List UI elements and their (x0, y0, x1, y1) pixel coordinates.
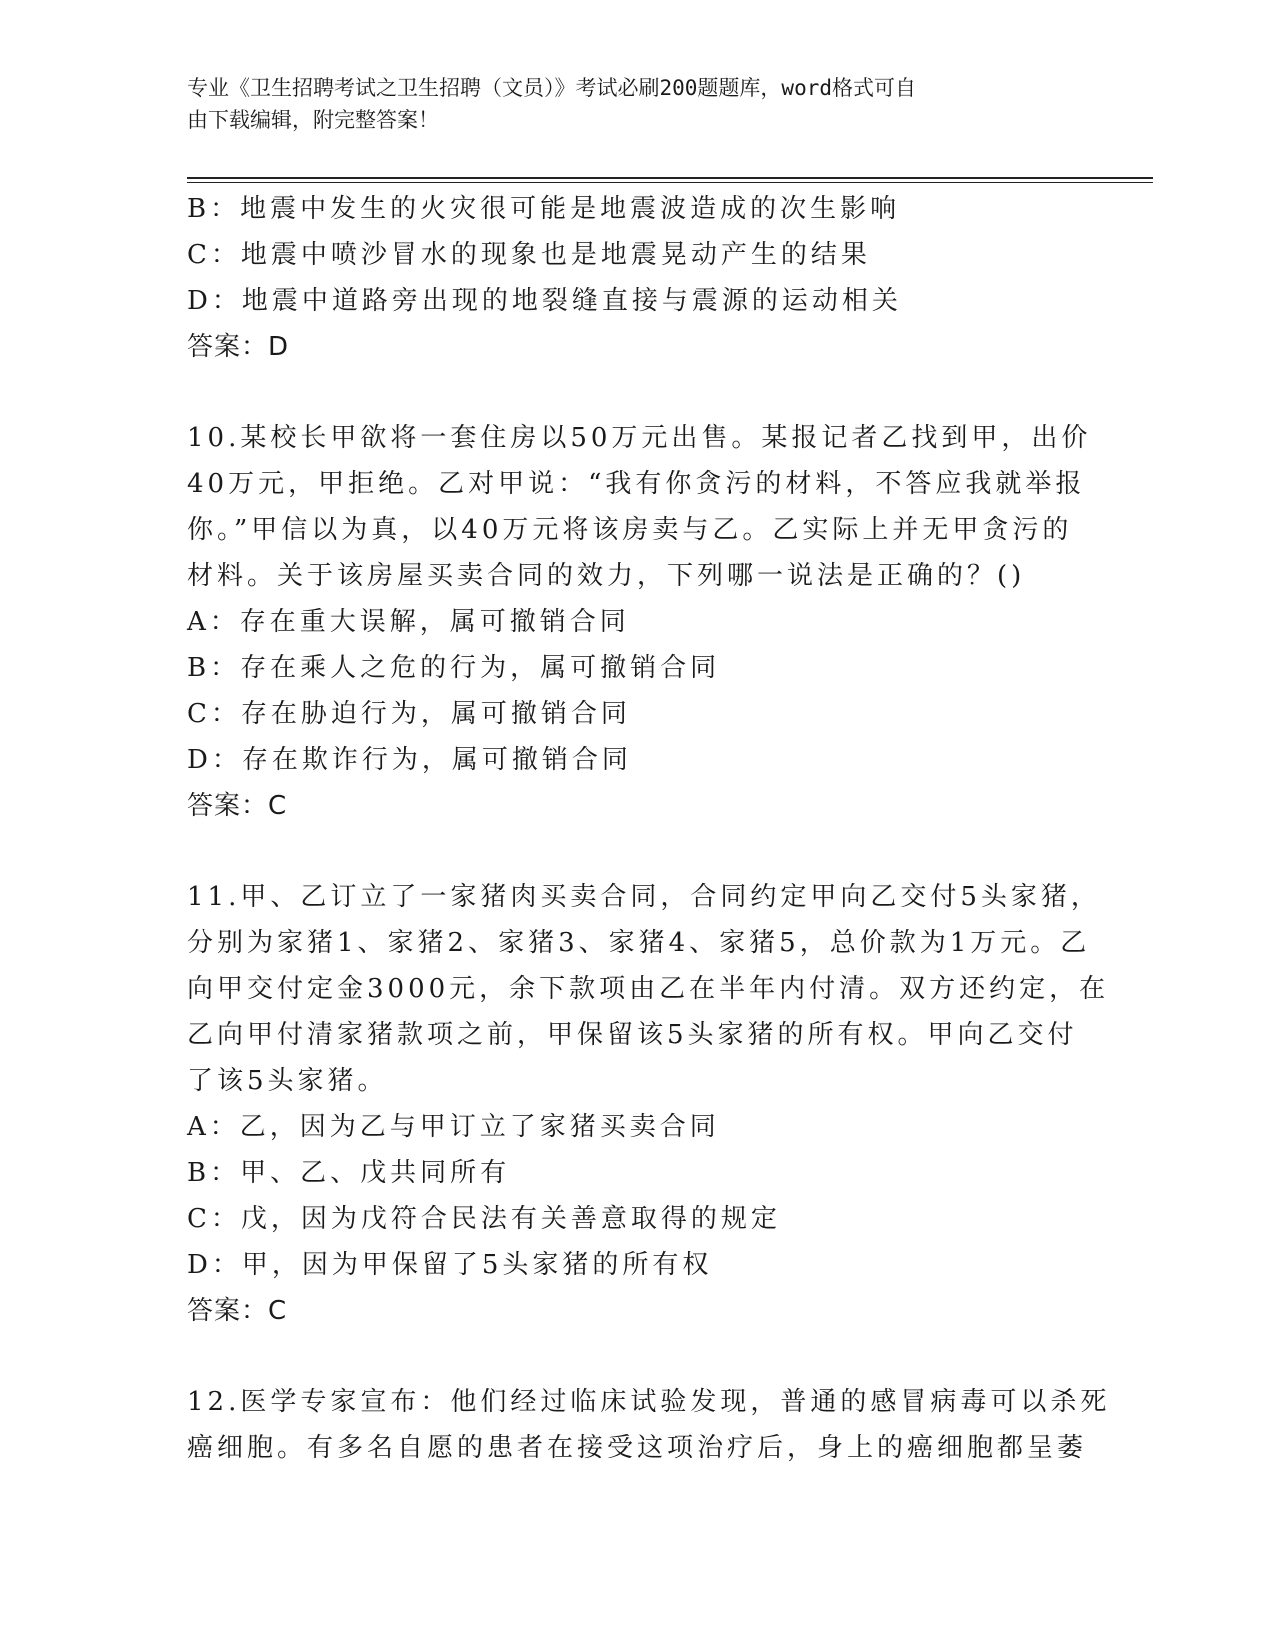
question-stem: 材料。关于该房屋买卖合同的效力，下列哪一说法是正确的？() (187, 561, 1026, 591)
header-divider-thin (187, 182, 1153, 183)
spacer (187, 370, 1087, 415)
question-stem: 你。”甲信以为真，以40万元将该房卖与乙。乙实际上并无甲贪污的 (187, 515, 1073, 545)
question-stem: 分别为家猪1、家猪2、家猪3、家猪4、家猪5，总价款为1万元。乙 (187, 928, 1091, 958)
question-stem: 11.甲、乙订立了一家猪肉买卖合同，合同约定甲向乙交付5头家猪， (187, 882, 1101, 912)
option-a: A：乙，因为乙与甲订立了家猪买卖合同 (187, 1112, 720, 1142)
header-line: 由下载编辑，附完整答案！ (187, 108, 439, 132)
header-line: 专业《卫生招聘考试之卫生招聘（文员）》考试必刷200题题库，word格式可自 (187, 76, 916, 100)
question-stem: 了该5头家猪。 (187, 1066, 388, 1096)
question-stem: 10.某校长甲欲将一套住房以50万元出售。某报记者乙找到甲，出价 (187, 423, 1092, 453)
question-block (187, 1379, 1111, 1471)
answer-line: 答案：D (187, 332, 290, 362)
question-block (187, 186, 1087, 370)
header-divider (187, 177, 1153, 179)
question-block (187, 415, 1092, 829)
option-d: D：存在欺诈行为，属可撤销合同 (187, 745, 632, 775)
spacer (187, 829, 1087, 874)
page-header (187, 72, 1087, 136)
option-a: A：存在重大误解，属可撤销合同 (187, 607, 630, 637)
option-c: C：戊，因为戊符合民法有关善意取得的规定 (187, 1204, 781, 1234)
answer-line: 答案：C (187, 1296, 288, 1326)
question-stem: 癌细胞。有多名自愿的患者在接受这项治疗后，身上的癌细胞都呈萎 (187, 1433, 1088, 1463)
option-b: B：存在乘人之危的行为，属可撤销合同 (187, 653, 721, 683)
option-b: B：地震中发生的火灾很可能是地震波造成的次生影响 (187, 194, 901, 224)
question-block (187, 874, 1110, 1334)
answer-line: 答案：C (187, 791, 288, 821)
question-stem: 乙向甲付清家猪款项之前，甲保留该5头家猪的所有权。甲向乙交付 (187, 1020, 1078, 1050)
option-d: D：地震中道路旁出现的地裂缝直接与震源的运动相关 (187, 286, 902, 316)
option-c: C：地震中喷沙冒水的现象也是地震晃动产生的结果 (187, 240, 871, 270)
option-d: D：甲，因为甲保留了5头家猪的所有权 (187, 1250, 713, 1280)
question-stem: 12.医学专家宣布：他们经过临床试验发现，普通的感冒病毒可以杀死 (187, 1387, 1111, 1417)
question-stem: 向甲交付定金3000元，余下款项由乙在半年内付清。双方还约定，在 (187, 974, 1110, 1004)
question-list (187, 186, 1111, 1471)
option-b: B：甲、乙、戊共同所有 (187, 1158, 511, 1188)
spacer (187, 1334, 1087, 1379)
option-c: C：存在胁迫行为，属可撤销合同 (187, 699, 631, 729)
question-stem: 40万元，甲拒绝。乙对甲说：“我有你贪污的材料，不答应我就举报 (187, 469, 1086, 499)
